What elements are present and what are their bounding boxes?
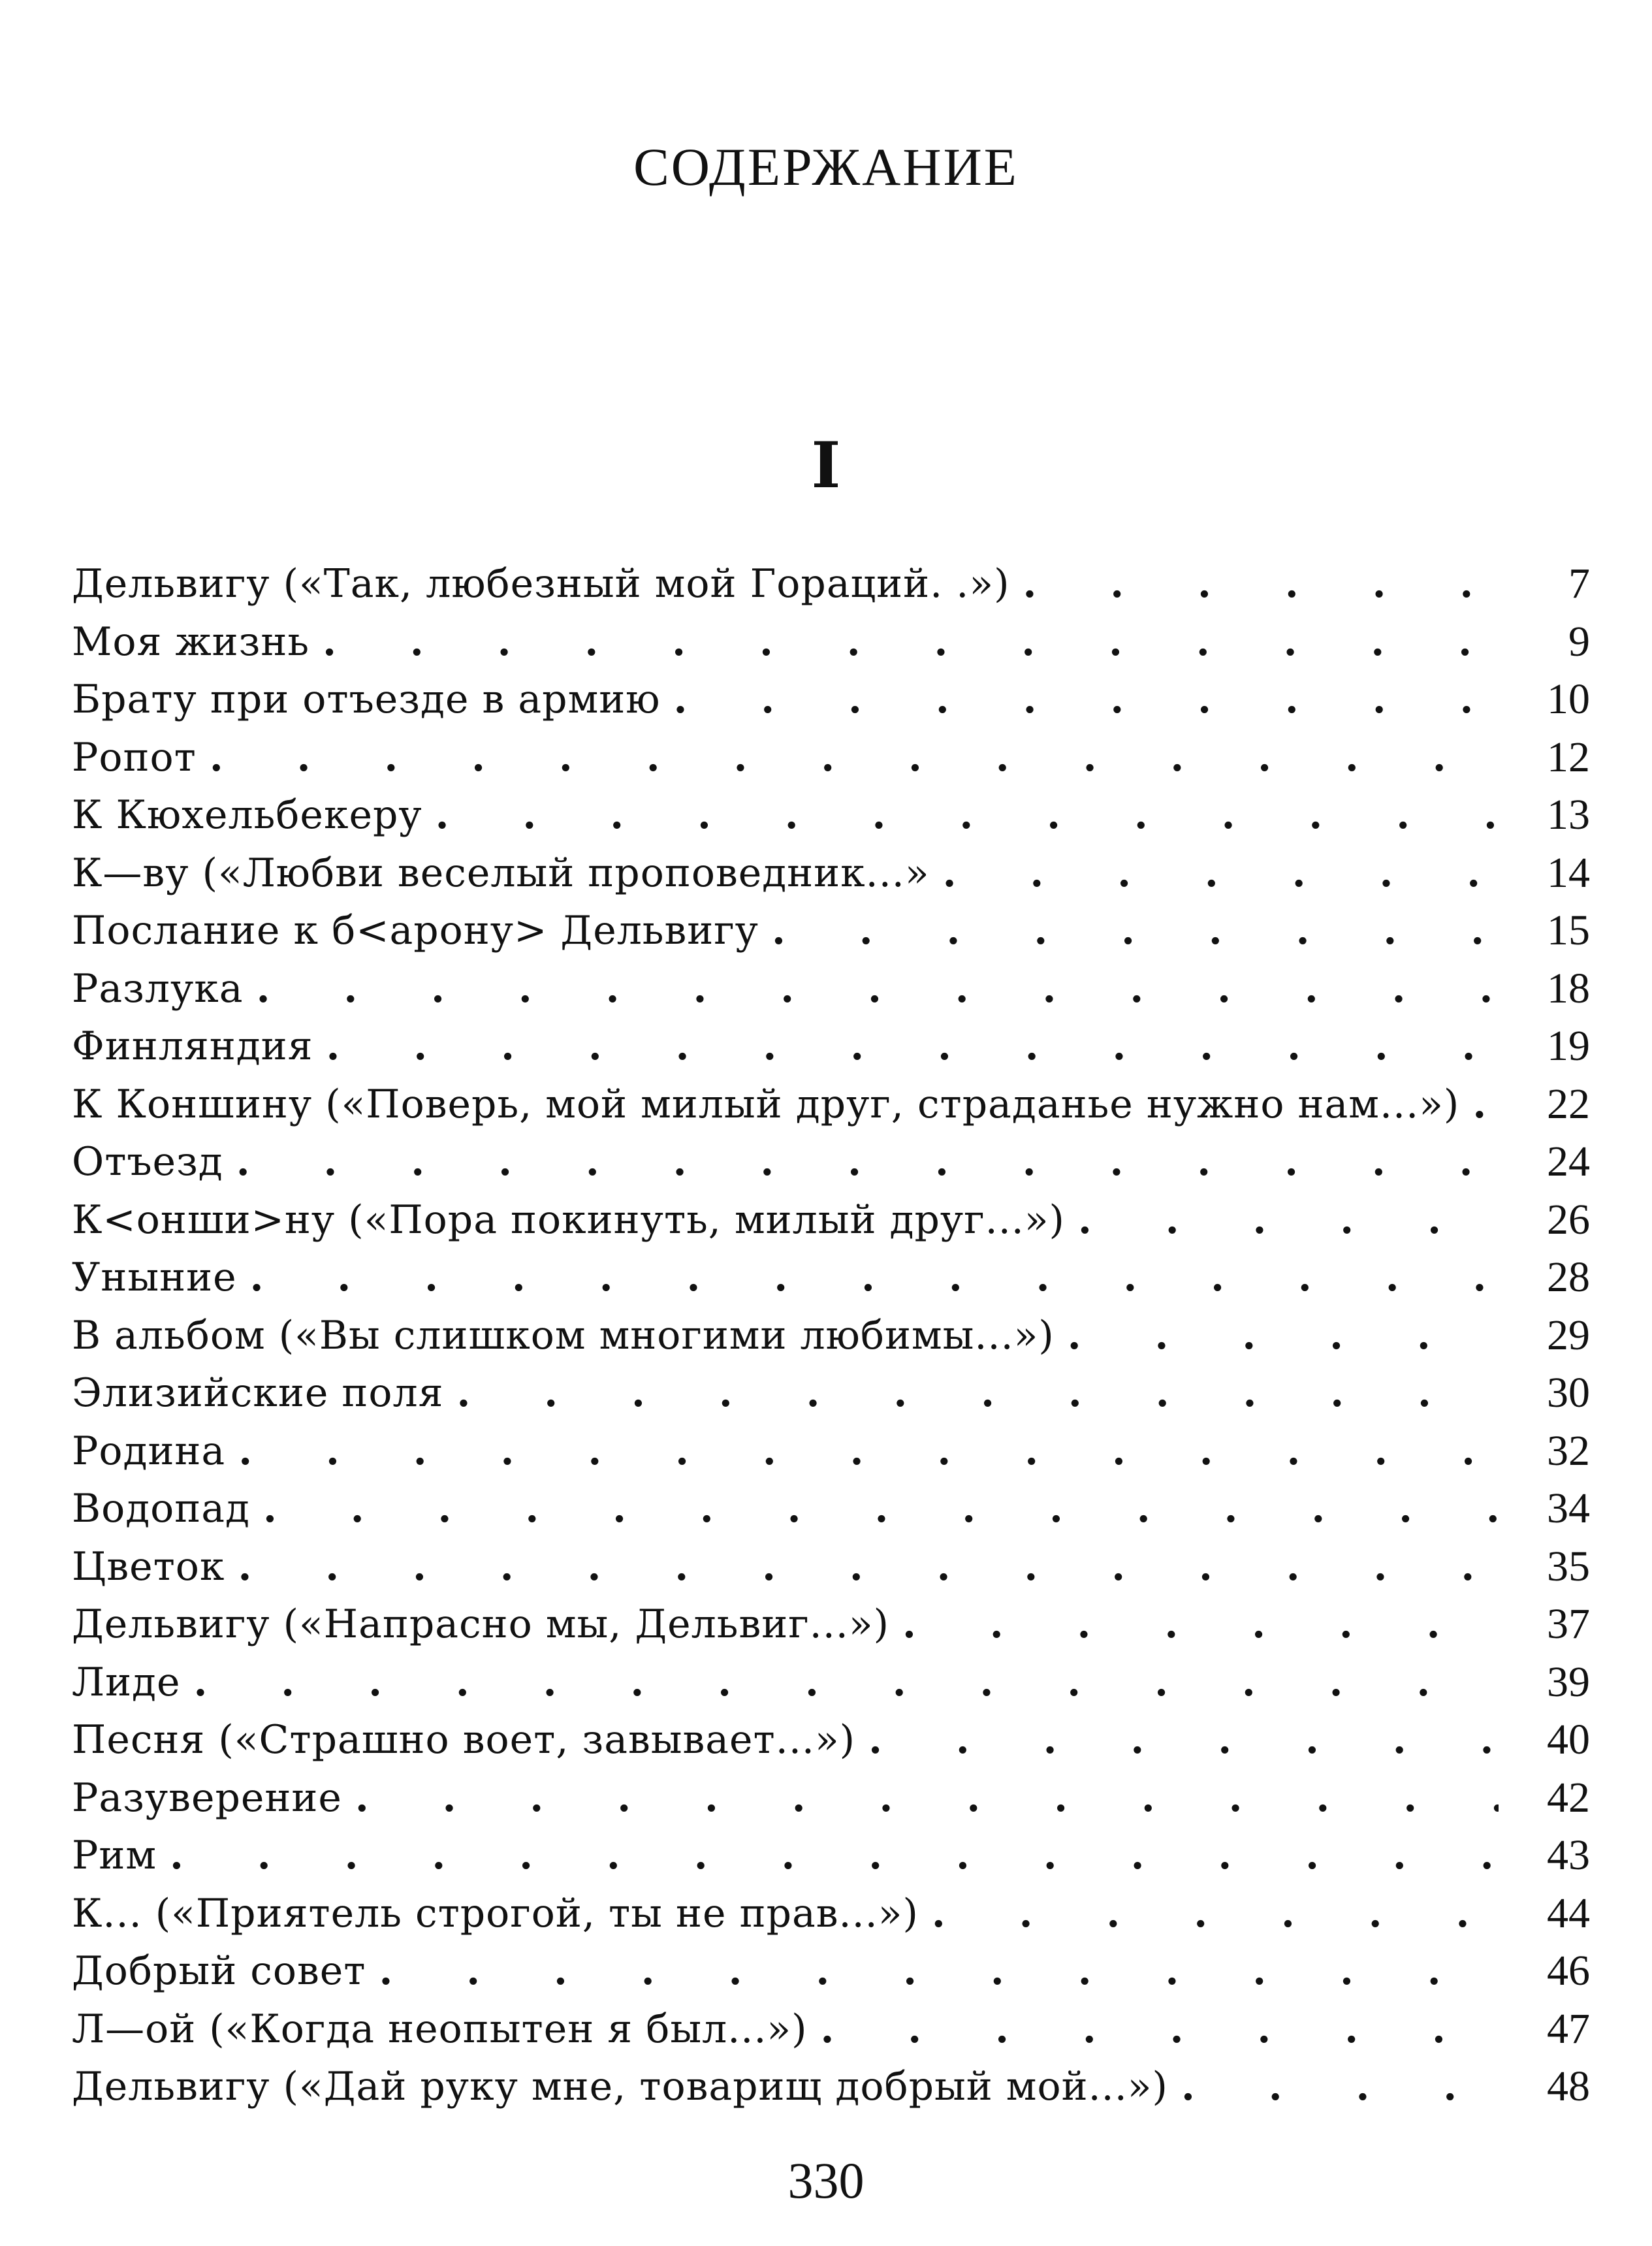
toc-entry — [72, 2000, 1590, 2059]
toc-entry-title: Финляндия — [72, 1023, 313, 1070]
dot-leader — [323, 622, 1499, 662]
dot-leader — [456, 1373, 1499, 1413]
toc-entry — [72, 960, 1590, 1018]
toc-entry-title: Дельвигу («Дай руку мне, товарищ добрый мой...») — [72, 2064, 1168, 2110]
toc-entry-title: Водопад — [72, 1486, 250, 1532]
toc-entry — [72, 1654, 1590, 1712]
toc-entry — [72, 1364, 1590, 1422]
toc-entry-page: 46 — [1547, 1947, 1590, 1995]
dot-leader — [238, 1547, 1499, 1586]
toc-entry — [72, 786, 1590, 844]
dot-leader — [238, 1432, 1499, 1471]
toc-entry-title: К Коншину («Поверь, мой милый друг, страданье нужно нам...») — [72, 1081, 1460, 1127]
toc-entry-title: Элизийские поля — [72, 1370, 444, 1417]
toc-entry — [72, 902, 1590, 960]
toc-entry — [72, 1942, 1590, 2000]
toc-entry-title: Ропот — [72, 734, 197, 780]
dot-leader — [821, 2010, 1499, 2049]
toc-entry — [72, 1018, 1590, 1076]
toc-entry — [72, 2058, 1590, 2116]
dot-leader — [210, 738, 1499, 777]
toc-entry-page: 43 — [1547, 1831, 1590, 1880]
toc-entry-title: Отъезд — [72, 1139, 223, 1185]
toc-entry-page: 10 — [1547, 675, 1590, 724]
dot-leader — [902, 1605, 1499, 1644]
toc-entry-title: Разуверение — [72, 1774, 342, 1821]
toc-entry-page: 48 — [1547, 2062, 1590, 2111]
toc-entry-page: 19 — [1547, 1022, 1590, 1070]
dot-leader — [379, 1951, 1499, 1991]
toc-entry — [72, 613, 1590, 671]
toc-entry — [72, 1827, 1590, 1885]
toc-entry — [72, 729, 1590, 787]
toc-entry-title: Песня («Страшно воет, завывает...») — [72, 1717, 856, 1763]
dot-leader — [943, 854, 1499, 893]
toc-entry-title: Добрый совет — [72, 1948, 366, 1995]
toc-entry-page: 44 — [1547, 1889, 1590, 1937]
toc-entry-page: 7 — [1568, 560, 1590, 608]
dot-leader — [436, 795, 1499, 835]
toc-entry-title: Моя жизнь — [72, 618, 310, 665]
toc-entry-page: 26 — [1547, 1195, 1590, 1243]
toc-entry-page: 24 — [1547, 1138, 1590, 1186]
toc-entry-page: 15 — [1547, 906, 1590, 955]
toc-entry-title: Разлука — [72, 965, 244, 1012]
dot-leader — [236, 1142, 1499, 1181]
toc-entry — [72, 1711, 1590, 1769]
toc-entry-title: Родина — [72, 1428, 226, 1474]
dot-leader — [1181, 2067, 1499, 2106]
toc-entry — [72, 1480, 1590, 1538]
toc-entry-page: 35 — [1547, 1542, 1590, 1590]
dot-leader — [194, 1663, 1499, 1702]
dot-leader — [772, 911, 1499, 950]
toc-entry — [72, 1769, 1590, 1827]
toc-entry — [72, 671, 1590, 729]
toc-entry — [72, 1596, 1590, 1654]
dot-leader — [170, 1836, 1499, 1875]
toc-entry — [72, 1307, 1590, 1365]
toc-entry-title: К<онши>ну («Пора покинуть, милый друг...») — [72, 1196, 1065, 1243]
toc-entry-title: К—ву («Любви веселый проповедник...» — [72, 850, 930, 896]
page-title: СОДЕРЖАНИЕ — [633, 137, 1019, 197]
toc-entry-page: 47 — [1547, 2004, 1590, 2053]
toc-entry-title: Л—ой («Когда неопытен я был...») — [72, 2006, 808, 2052]
toc-entry-title: Уныние — [72, 1255, 237, 1301]
toc-entry — [72, 1133, 1590, 1191]
toc-entry — [72, 1538, 1590, 1596]
toc-entry — [72, 1076, 1590, 1134]
toc-entry-title: Послание к б<арону> Дельвигу — [72, 908, 759, 954]
dot-leader — [257, 969, 1499, 1008]
toc-entry-page: 37 — [1547, 1600, 1590, 1648]
toc-entry-page: 12 — [1547, 733, 1590, 781]
toc-entry — [72, 1249, 1590, 1307]
toc-entry-title: В альбом («Вы слишком многими любимы...») — [72, 1312, 1055, 1358]
dot-leader — [355, 1778, 1499, 1818]
toc-entry-page: 9 — [1568, 617, 1590, 666]
toc-entry-page: 34 — [1547, 1484, 1590, 1533]
toc-entry — [72, 1422, 1590, 1481]
toc-entry-page: 28 — [1547, 1253, 1590, 1302]
toc-entry — [72, 1191, 1590, 1249]
toc-entry-title: Лиде — [72, 1659, 181, 1705]
dot-leader — [1023, 564, 1499, 603]
toc-entry-title: К... («Приятель строгой, ты не прав...») — [72, 1890, 919, 1936]
dot-leader — [263, 1489, 1499, 1528]
dot-leader — [250, 1258, 1499, 1297]
toc-entry-title: Брату при отъезде в армию — [72, 677, 661, 723]
toc-entry-page: 22 — [1547, 1080, 1590, 1128]
toc-entry-title: К Кюхельбекеру — [72, 792, 422, 839]
toc-entry — [72, 1885, 1590, 1943]
dot-leader — [1078, 1200, 1499, 1240]
dot-leader — [932, 1894, 1499, 1933]
dot-leader — [1472, 1085, 1499, 1124]
toc-entry-title: Дельвигу («Напрасно мы, Дельвиг...») — [72, 1601, 889, 1648]
toc-entry-title: Дельвигу («Так, любезный мой Гораций. .») — [72, 561, 1010, 607]
toc-entry-page: 30 — [1547, 1369, 1590, 1417]
toc-entry-page: 13 — [1547, 791, 1590, 839]
toc-entry — [72, 555, 1590, 613]
dot-leader — [326, 1027, 1499, 1066]
toc-entry-page: 42 — [1547, 1773, 1590, 1821]
toc-entry-page: 18 — [1547, 964, 1590, 1012]
dot-leader — [868, 1720, 1499, 1759]
section-number: I — [811, 428, 841, 502]
toc-entry-title: Рим — [72, 1833, 157, 1879]
toc-entry — [72, 844, 1590, 903]
table-of-contents — [72, 555, 1590, 2116]
toc-entry-page: 39 — [1547, 1658, 1590, 1706]
dot-leader — [1068, 1316, 1499, 1355]
toc-entry-page: 40 — [1547, 1716, 1590, 1764]
page-number: 330 — [787, 2152, 865, 2209]
toc-entry-page: 32 — [1547, 1426, 1590, 1475]
dot-leader — [673, 680, 1499, 719]
toc-entry-title: Цветок — [72, 1543, 225, 1590]
toc-entry-page: 29 — [1547, 1311, 1590, 1359]
toc-entry-page: 14 — [1547, 848, 1590, 897]
